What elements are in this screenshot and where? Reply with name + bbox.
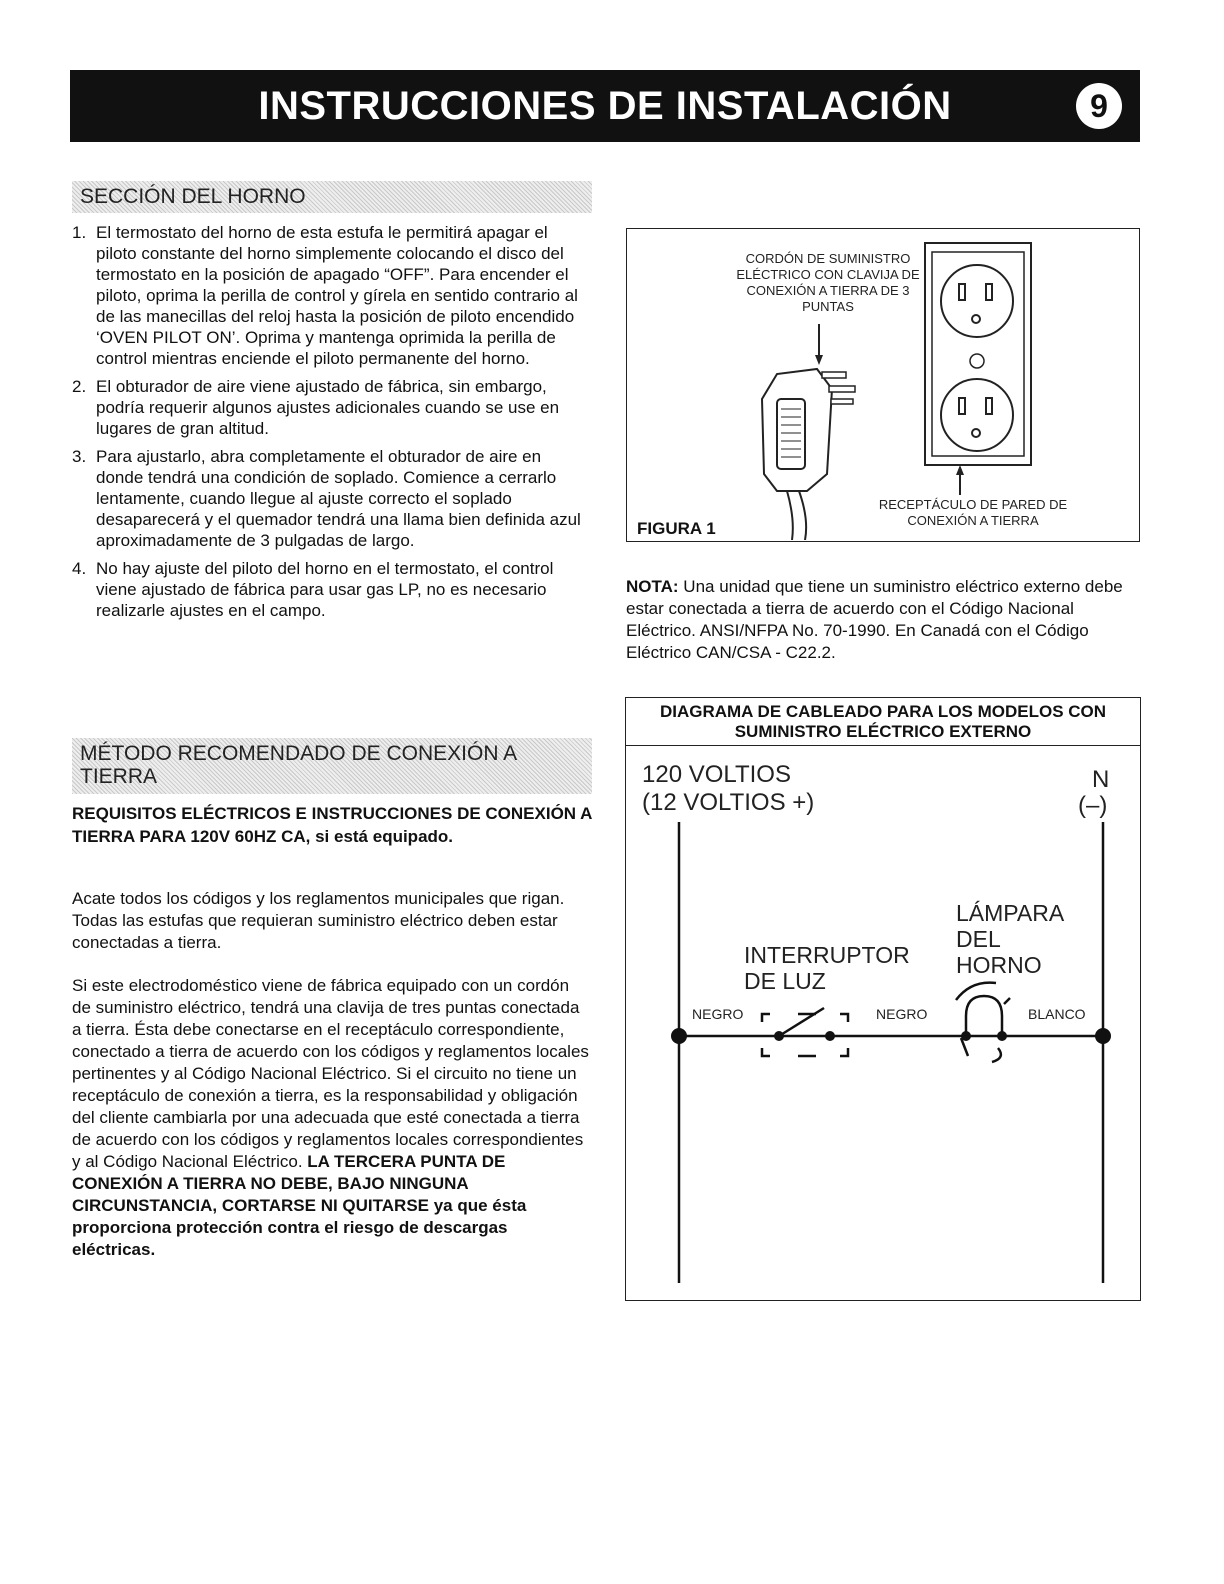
page-number-badge: 9	[1076, 83, 1122, 129]
wire-label-black-1: NEGRO	[692, 1006, 744, 1022]
lower-outlet	[941, 379, 1013, 451]
voltage-label: 120 VOLTIOS	[642, 761, 791, 788]
grounding-paragraph-1: Acate todos los códigos y los reglamentos municipales que rigan. Todas las estufas que requieran suministro eléctrico deben estar conectadas a tierra.	[72, 889, 565, 952]
voltage-sublabel: (12 VOLTIOS +)	[642, 789, 815, 816]
light-switch	[762, 1008, 848, 1056]
cord-label: CORDÓN DE SUMINISTRO ELÉCTRICO CON CLAVIJA DE CONEXIÓN A TIERRA DE 3 PUNTAS	[736, 251, 920, 314]
wiring-diagram	[625, 697, 1141, 1301]
plate-screw	[970, 354, 984, 368]
list-item: 2. El obturador de aire viene ajustado de fábrica, sin embargo, podría requerir algunos ajustes adicionales cuando se use en lugares de gran altitud.	[72, 377, 560, 438]
plug-body	[762, 369, 832, 491]
figure-caption: FIGURA 1	[637, 519, 716, 538]
lamp-label: LÁMPARA DEL HORNO	[956, 900, 1063, 978]
figure-1-plug-receptacle	[626, 228, 1140, 542]
page-header-banner	[70, 70, 1140, 142]
oven-lamp-symbol	[956, 983, 1010, 1062]
oven-instructions-list	[72, 222, 592, 628]
receptacle-label: RECEPTÁCULO DE PARED DE CONEXIÓN A TIERRA	[878, 497, 1068, 528]
neutral-sign: (–)	[1078, 792, 1108, 819]
oven-section-heading: SECCIÓN DEL HORNO	[72, 181, 592, 213]
right-node	[1095, 1028, 1111, 1044]
neutral-label: N	[1092, 766, 1110, 793]
grounding-paragraph-2: Si este electrodoméstico viene de fábrica equipado con un cordón de suministro eléctrico, tendrá una clavija de tres puntas conectada a tierra. Ésta debe conectarse en el receptáculo correspondiente, conectado a tierra de acuerdo con los códigos y reglamentos locales pertinentes y al Código Nacional Eléctrico. Si el circuito no tiene un receptáculo de conexión a tierra, es la responsabilidad y obligación del cliente cambiarla por una adecuada que esté conectada a tierra de acuerdo con los códigos y reglamentos locales correspondientes y al Código Nacional Eléctrico. LA TERCERA PUNTA DE CONEXIÓN A TIERRA NO DEBE, BAJO NINGUNA CIRCUNSTANCIA, CORTARSE NI QUITARSE ya que ésta proporciona protección contra el riesgo de descargas eléctricas.	[72, 976, 589, 1259]
list-item: 3. Para ajustarlo, abra completamente el obturador de aire en donde tendrá una condición de soplado. Comience a cerrarlo lentamente, cuando llegue al ajuste correcto el soplado desaparecerá y el quemador tendrá una llama bien definida azul aproximadamente de 3 pulgadas de largo.	[72, 447, 581, 550]
left-node	[671, 1028, 687, 1044]
note-paragraph: NOTA: Una unidad que tiene un suministro eléctrico externo debe estar conectada a tierra de acuerdo con el Código Nacional Eléctrico. ANSI/NFPA No. 70-1990. En Canadá con el Código Eléctrico CAN/CSA - C22.2.	[626, 577, 1123, 662]
grounding-section-heading: MÉTODO RECOMENDADO DE CONEXIÓN A TIERRA	[72, 738, 592, 794]
grounding-subheading: REQUISITOS ELÉCTRICOS E INSTRUCCIONES DE CONEXIÓN A TIERRA PARA 120V 60HZ CA, si está equipado.	[72, 804, 592, 846]
switch-label: INTERRUPTOR DE LUZ	[744, 942, 910, 994]
list-item: 1. El termostato del horno de esta estufa le permitirá apagar el piloto constante del horno simplemente colocando el disco del termostato en la posición de apagado “OFF”. Para encender el piloto, oprima la perilla de control y gírela en sentido contrario al de las manecillas del reloj hasta la posición de piloto encendido ‘OVEN PILOT ON’. Oprima y mantenga oprimida la perilla de control mientras enciende el piloto permanente del horno.	[72, 223, 578, 368]
list-item: 4. No hay ajuste del piloto del horno en el termostato, el control viene ajustado de fábrica para usar gas LP, no es necesario realizarle ajustes en el campo.	[72, 559, 554, 620]
upper-outlet	[941, 265, 1013, 337]
wiring-diagram-title: DIAGRAMA DE CABLEADO PARA LOS MODELOS CON SUMINISTRO ELÉCTRICO EXTERNO	[626, 698, 1140, 746]
wire-label-white: BLANCO	[1028, 1006, 1086, 1022]
page-title: INSTRUCCIONES DE INSTALACIÓN	[258, 84, 952, 128]
wire-label-black-2: NEGRO	[876, 1006, 928, 1022]
